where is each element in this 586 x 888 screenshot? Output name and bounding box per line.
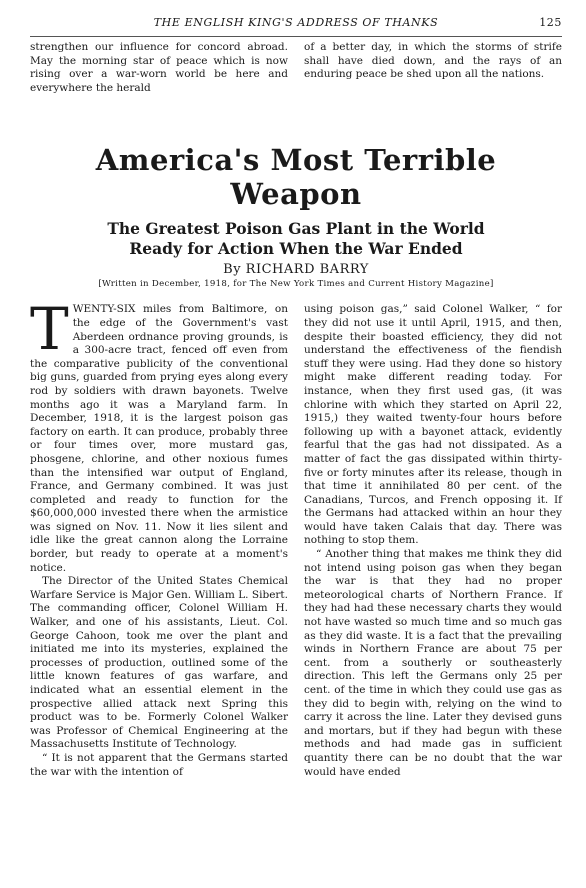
- subhead-line-2: Ready for Action When the War Ended: [129, 239, 463, 259]
- body-paragraph: The Director of the United States Chemical Warfare Service is Major Gen. William L. Sibert. The commanding officer, Colonel William H. Walker, and one of his assistants, Lieut. Col. George Cahoon, took me over the plant and initiated me into its mysteries, explained the processes of production, outlined some of the little known features of gas warfare, and indicated what an essential element in the prospective allied attack next Spring this product was to be. Formerly Colonel Walker was Professor of Chemical Engineering at the Massachusetts Institute of Technology.: [30, 575, 288, 751]
- top-right-paragraph: of a better day, in which the storms of strife shall have died down, and the rays of an enduring peace be shed upon all the nations.: [304, 41, 562, 81]
- drop-cap: T: [30, 295, 69, 364]
- article-body: [30, 295, 562, 779]
- page-number: 125: [539, 16, 562, 29]
- header-rule: [30, 36, 562, 37]
- article-subhead: [30, 219, 562, 259]
- body-text: WENTY-SIX miles from Baltimore, on the edge of the Government's vast Aberdeen ordnance proving grounds, is a 300-acre tract, fenced off even from the comparative publicity of the conventional big guns, guarded from prying eyes along every rod by soldiers with drawn bayonets. Twelve months ago it was a Maryland farm. In December, 1918, it is the largest poison gas factory on earth. It can produce, probably three or four times over, more mustard gas, phosgene, chlorine, and other noxious fumes than the intensified war output of England, France, and Germany combined. It was just completed and ready to function for the $60,000,000 invested there when the armistice was signed on Nov. 11. Now it lies silent and idle like the great cannon along the Lorraine border, but ready to operate at a moment's notice.: [30, 303, 288, 574]
- body-right-column: [304, 303, 562, 779]
- body-paragraph: “ It is not apparent that the Germans started the war with the intention of: [30, 751, 288, 778]
- top-left-paragraph: strengthen our influence for concord abroad. May the morning star of peace which is now rising over a war-worn world be here and everywhere the herald: [30, 41, 288, 94]
- page: [30, 10, 562, 779]
- top-left-column: [30, 41, 288, 95]
- top-section: [30, 41, 562, 95]
- source-note: [Written in December, 1918, for The New York Times and Current History Magazine]: [98, 279, 494, 290]
- subhead-line-1: The Greatest Poison Gas Plant in the World: [107, 219, 485, 239]
- running-head: [30, 10, 562, 36]
- body-paragraph: [30, 295, 288, 575]
- body-paragraph: using poison gas,” said Colonel Walker, “ for they did not use it until April, 1915, and then, despite their boasted efficiency, they did not understand the effectiveness of the fiendish stuff they were using. Had they done so history might make different reading today. For instance, when they first used gas, (it was chlorine with which they started on April 22, 1915,) they waited twenty-four hours before following up with a bayonet attack, evidently fearful that the gas had not dissipated. As a matter of fact the gas dissipated within thirty-five or forty minutes after its release, though in that time it annihilated 80 per cent. of the Canadians, Turcos, and French opposing it. If the Germans had attacked within an hour they would have taken Calais that day. There was nothing to stop them.: [304, 303, 562, 547]
- body-left-column: [30, 295, 288, 779]
- byline: By RICHARD BARRY: [223, 262, 369, 278]
- top-right-column: [304, 41, 562, 95]
- article-headline: America's Most Terrible Weapon: [95, 143, 497, 212]
- body-paragraph: “ Another thing that makes me think they did not intend using poison gas when they began the war is that they had no proper meteorological charts of Northern France. If they had had these necessary charts they would not have wasted so much time and so much gas as they did waste. It is a fact that the prevailing winds in Northern France are about 75 per cent. from a southerly or southeasterly direction. This left the Germans only 25 per cent. of the time in which they could use gas as they did to begin with, relying on the wind to carry it across the line. Later they devised guns and mortars, but if they had begun with these methods and had made gas in sufficient quantity there can be no doubt that the war would have ended: [304, 548, 562, 778]
- running-head-title: THE ENGLISH KING'S ADDRESS OF THANKS: [153, 16, 439, 29]
